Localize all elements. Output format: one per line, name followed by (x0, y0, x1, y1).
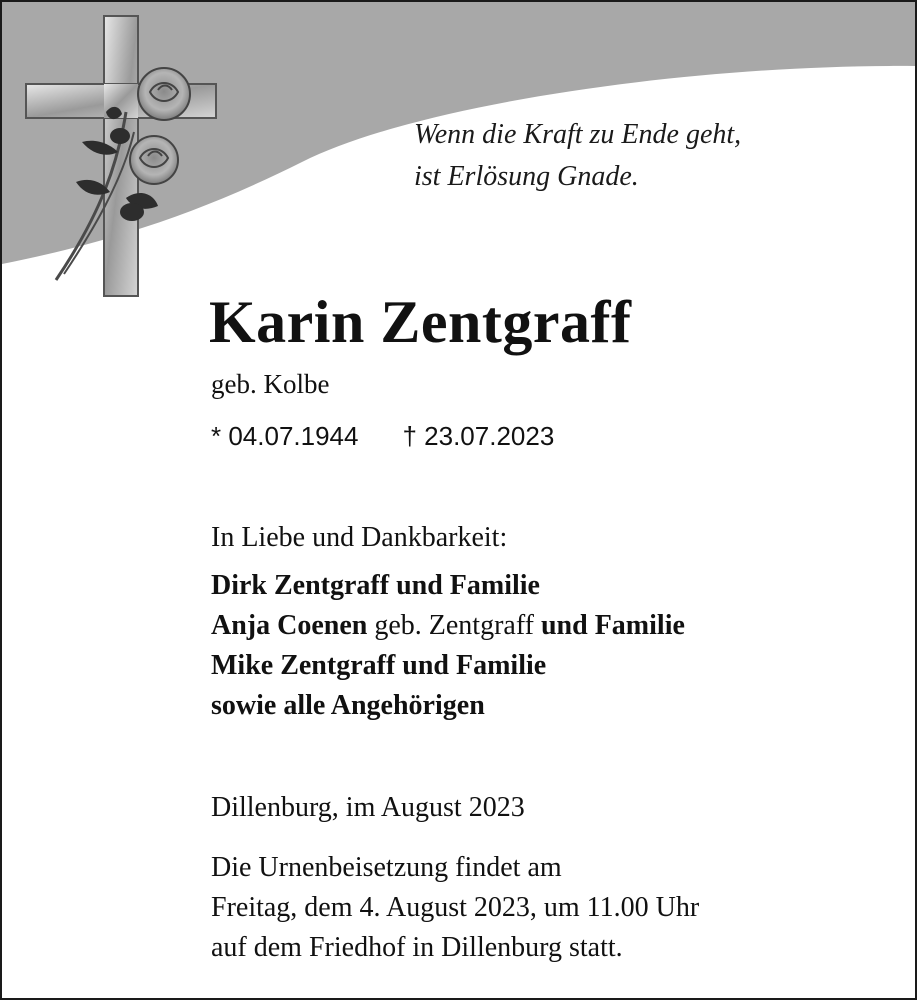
burial-line-3: auf dem Friedhof in Dillenburg statt. (211, 932, 623, 963)
mourner-line-2 (211, 606, 685, 646)
deceased-name: Karin Zentgraff (209, 289, 632, 355)
place-date: Dillenburg, im August 2023 (211, 792, 525, 823)
mourner-line-4: sowie alle Angehörigen (211, 690, 485, 721)
mourner-line-1: Dirk Zentgraff und Familie (211, 570, 540, 601)
birth-date: * 04.07.1944 (211, 421, 359, 451)
cross-with-roses-icon (22, 12, 222, 302)
quote-line-1: Wenn die Kraft zu Ende geht, (414, 119, 742, 150)
quote-line-2: ist Erlösung Gnade. (414, 161, 639, 192)
quote (414, 114, 741, 198)
mourner-name-anja: Anja Coenen (211, 610, 368, 641)
mourner-family: und Familie (540, 610, 685, 641)
mourners-list (211, 566, 685, 726)
mourners-intro: In Liebe und Dankbarkeit: (211, 522, 508, 553)
burial-info (211, 848, 699, 968)
mourner-maiden-name: geb. Zentgraff (367, 610, 541, 641)
life-dates (211, 416, 554, 456)
burial-line-1: Die Urnenbeisetzung findet am (211, 852, 562, 883)
mourner-line-3: Mike Zentgraff und Familie (211, 650, 547, 681)
death-date: † 23.07.2023 (402, 421, 555, 451)
burial-line-2: Freitag, dem 4. August 2023, um 11.00 Uhr (211, 892, 700, 923)
maiden-name: geb. Kolbe (211, 369, 330, 399)
